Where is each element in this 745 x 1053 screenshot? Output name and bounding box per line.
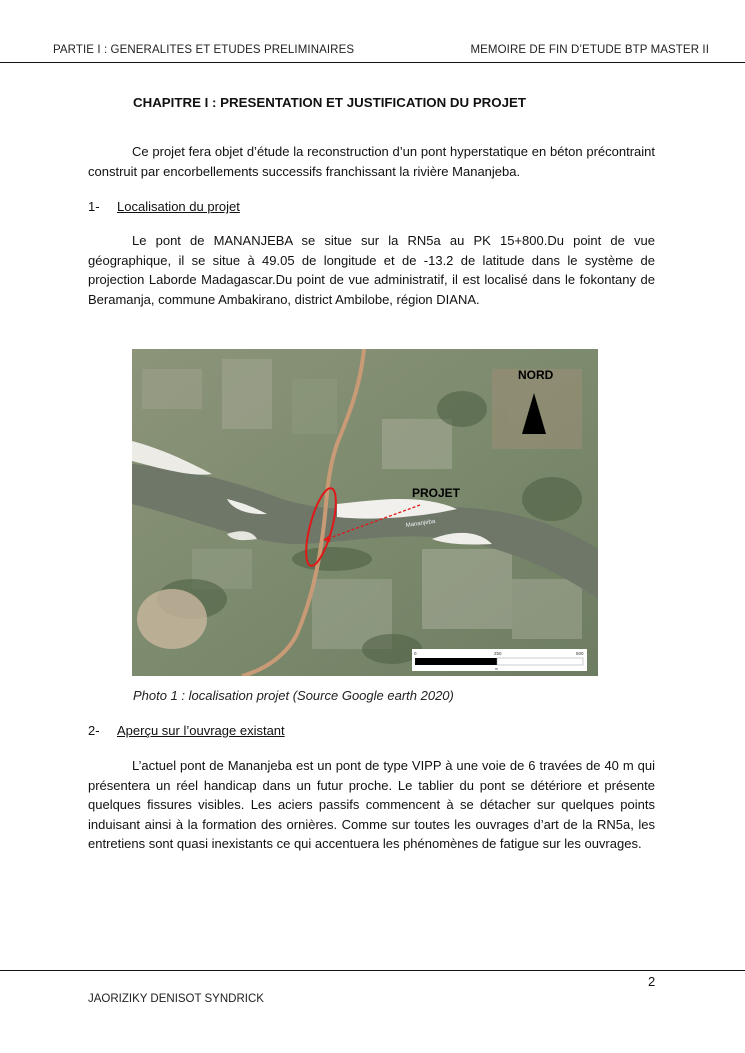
section-2-paragraph	[88, 756, 655, 854]
section-number: 2-	[88, 723, 100, 738]
section-1-paragraph	[88, 231, 655, 309]
section-number: 1-	[88, 199, 100, 214]
header-document-title: MEMOIRE DE FIN D’ETUDE BTP MASTER II	[470, 44, 709, 56]
satellite-map-image	[132, 349, 598, 676]
section-title: Aperçu sur l’ouvrage existant	[117, 723, 285, 738]
project-label: PROJET	[412, 486, 461, 500]
footer-author: JAORIZIKY DENISOT SYNDRICK	[88, 993, 264, 1005]
header-divider	[0, 62, 745, 63]
svg-text:m: m	[495, 667, 498, 671]
section-heading-2	[88, 723, 285, 738]
chapter-title: CHAPITRE I : PRESENTATION ET JUSTIFICATION DU PROJET	[133, 95, 527, 110]
footer-divider	[0, 970, 745, 971]
photo-caption: Photo 1 : localisation projet (Source Google earth 2020)	[133, 688, 454, 703]
intro-paragraph	[88, 142, 655, 181]
svg-text:Mananjeba: Mananjeba	[405, 518, 436, 529]
intro-text: Ce projet fera objet d’étude la reconstruction d’un pont hyperstatique en béton précontraint construit par encorbellements successifs franchissant la rivière Mananjeba.	[88, 144, 655, 179]
satellite-photo	[132, 349, 598, 676]
header-part-title: PARTIE I : GENERALITES ET ETUDES PRELIMINAIRES	[53, 44, 355, 56]
section-heading-1	[88, 199, 240, 214]
svg-text:500: 500	[576, 651, 584, 656]
page-number: 2	[648, 974, 656, 989]
section-2-text: L’actuel pont de Mananjeba est un pont de type VIPP à une voie de 6 travées de 40 m qui présentera un réel handicap dans un futur proche. Le tablier du pont se détériore et présente quelques fissures visibles. Les aciers passifs commencent à se détacher sur quelques points induisant ainsi à la formation des ornières. Comme sur toutes les ouvrages d’art de la RN5a, les entretiens sont quasi inexistants ce qui accentuera les phénomènes de fatigue sur les ouvrages.	[88, 758, 655, 852]
scale-bar	[412, 649, 587, 671]
svg-text:0: 0	[414, 651, 417, 656]
svg-text:250: 250	[494, 651, 502, 656]
section-title: Localisation du projet	[117, 199, 240, 214]
north-label: NORD	[518, 368, 554, 382]
section-1-text: Le pont de MANANJEBA se situe sur la RN5a au PK 15+800.Du point de vue géographique, il se situe à 49.05 de longitude et de -13.2 de latitude dans le système de projection Laborde Madagascar.Du point de vue administratif, il est localisé dans le fokontany de Beramanja, commune Ambakirano, district Ambilobe, région DIANA.	[88, 233, 655, 307]
